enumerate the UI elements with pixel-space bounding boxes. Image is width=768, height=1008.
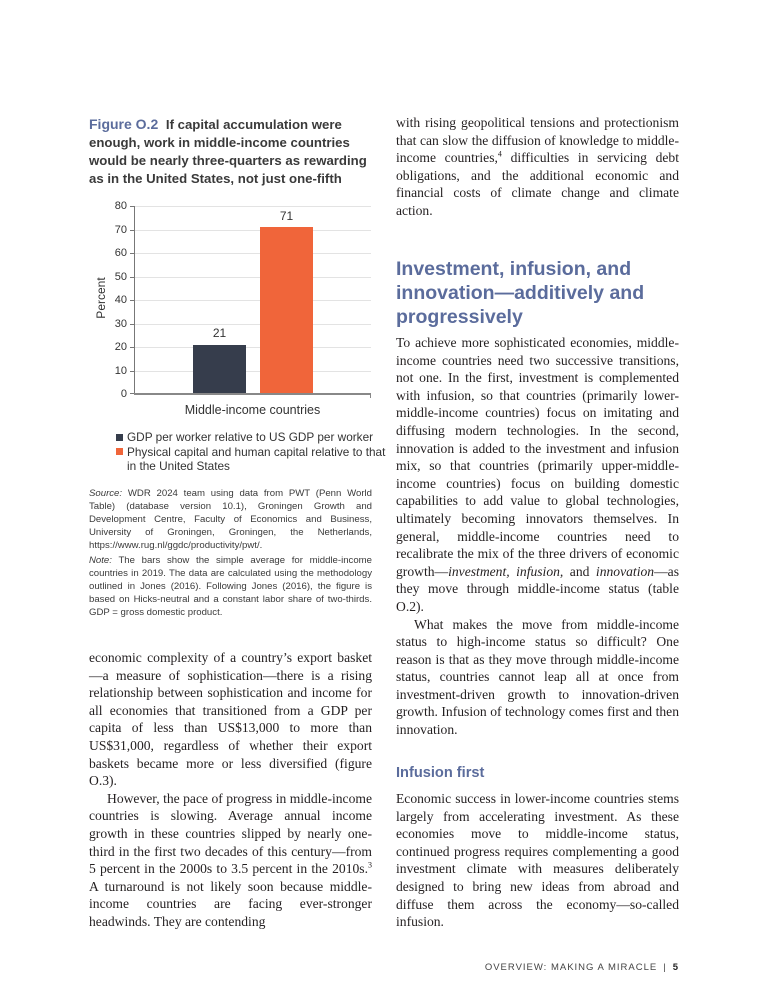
right-column-top [396,114,679,220]
footer-separator: | [663,962,667,973]
emphasis: innovation [595,563,655,579]
paragraph [396,114,679,220]
gridline [134,300,371,301]
gridline [134,206,371,207]
page-number: 5 [672,962,679,973]
y-tick-label: 60 [114,247,127,259]
bar-chart [85,195,385,425]
note [89,554,372,619]
section-heading: Investment, infusion, and innovation—additively and progressively [396,258,645,328]
paragraph: What makes the move from middle-income status to high-income status so difficult? One reason is that as they move through middle-income status, countries cannot leap all at once from investment-driven growth to innovation-driven growth. Infusion of technology comes first and then innovation. [396,616,679,738]
legend-swatch-dark [116,434,123,441]
subsection-body [396,790,679,931]
left-column-body [89,649,372,931]
y-tick-label: 0 [120,388,127,400]
note-text: The bars show the simple average for middle-income countries in 2019. The data are calculated using the methodology outlined in Jones (2016). Following Jones (2016), the figure is based on Hicks-neutral and a constant labor share of two-thirds. GDP = gross domestic product. [89,555,372,618]
footnote-ref[interactable]: 3 [368,860,372,870]
x-axis-end-tick [370,393,371,398]
figure-notes [89,487,372,621]
text-run: and [563,563,596,579]
gridline [134,371,371,372]
y-tick-label: 80 [114,200,127,212]
bar-value-label: 71 [279,209,294,223]
paragraph: Economic success in lower-income countries stems largely from accelerating investment. As these economies move to middle-income status, continued progress requires complementing a good investment climate with measures deliberately designed to bring new ideas from abroad and diffuse them across the economy—so-called infusion. [396,791,679,930]
legend-label: Physical capital and human capital relative to that in the United States [127,444,386,473]
gridline [134,230,371,231]
y-axis-label: Percent [94,277,108,319]
legend-item-gdp [116,430,386,445]
figure-number: Figure O.2 [89,116,159,132]
source-label: Source: [89,488,123,499]
paragraph: economic complexity of a country’s export basket—a measure of sophistication—there is a rising relationship between sophistication and income for all economies that transitioned from a GDP per capita of less than US$13,000 to more than US$31,000, regardless of whether their export baskets became more or less diversified (figure O.3). [89,650,372,789]
chart-legend [116,430,386,474]
paragraph [396,334,679,616]
emphasis: investment, infusion, [448,563,564,579]
bar-gdp-per-worker [193,345,246,394]
page-footer [485,962,679,973]
gridline [134,347,371,348]
footnote-ref[interactable]: 4 [497,149,502,159]
subsection-heading: Infusion first [396,765,485,781]
bar-value-label: 21 [212,326,227,340]
y-tick-label: 30 [114,317,127,330]
y-axis-line [134,206,135,394]
legend-swatch-orange [116,448,123,455]
y-tick-label: 20 [114,341,127,353]
section-body [396,334,679,739]
running-head: OVERVIEW: MAKING A MIRACLE [484,962,658,973]
text-run: —as they move through middle-income status (table O.2). [396,563,679,614]
gridline [134,277,371,278]
legend-label: GDP per worker relative to US GDP per worker [127,430,374,444]
y-tick-label: 10 [114,364,127,377]
y-tick-label: 70 [114,223,127,236]
source-text: WDR 2024 team using data from PWT (Penn World Table) (database version 10.1), Groningen Growth and Development Centre, Faculty of Economics and Business, University of Groningen, Groningen, the Netherlands, https://www.rug.nl/ggdc/productivity/pwt/. [89,488,372,551]
gridline [134,253,371,254]
y-tick-label: 40 [114,294,127,306]
figure-caption: If capital accumulation were enough, work in middle-income countries would be nearly three-quarters as rewarding as in the United States, not just one-fifth [89,117,367,186]
gridline [134,324,371,325]
text-run: difficulties in servicing debt obligations, and the additional economic and financial costs of climate change and climate action. [396,150,679,218]
x-category-label: Middle-income countries [184,403,321,417]
text-run: To achieve more sophisticated economies, middle-income countries need two successive transitions, not one. In the first, investment is complemented with infusion, so that countries (primarily lower-middle-income countries) focus on imitating and diffusing modern technologies. In the second, innovation is added to the investment and infusion mix, so that countries (primarily upper-middle-income countries) focus on building domestic capabilities to add value to global technologies, ultimately becoming innovators themselves. In general, middle-income countries need to recalibrate the mix of the three drivers of economic growth— [396,335,679,579]
text-run: However, the pace of progress in middle-income countries is slowing. Average annual income growth in these countries slipped by nearly one-third in the first two decades of this century—from 5 percent in the 2000s to 3.5 percent in the 2010s. [89,790,372,877]
bar-capital [260,227,313,394]
text-run: A turnaround is not likely soon because middle-income countries are facing ever-stronger headwinds. They are contending [89,878,372,929]
paragraph [89,790,372,931]
figure-title [89,115,379,188]
x-axis-line [134,393,371,395]
y-tick-label: 50 [114,270,127,283]
legend-item-capital [116,445,386,474]
text-run: with rising geopolitical tensions and protectionism that can slow the diffusion of knowledge to middle-income countries, [396,115,679,166]
source-note [89,487,372,552]
note-label: Note: [89,555,112,566]
